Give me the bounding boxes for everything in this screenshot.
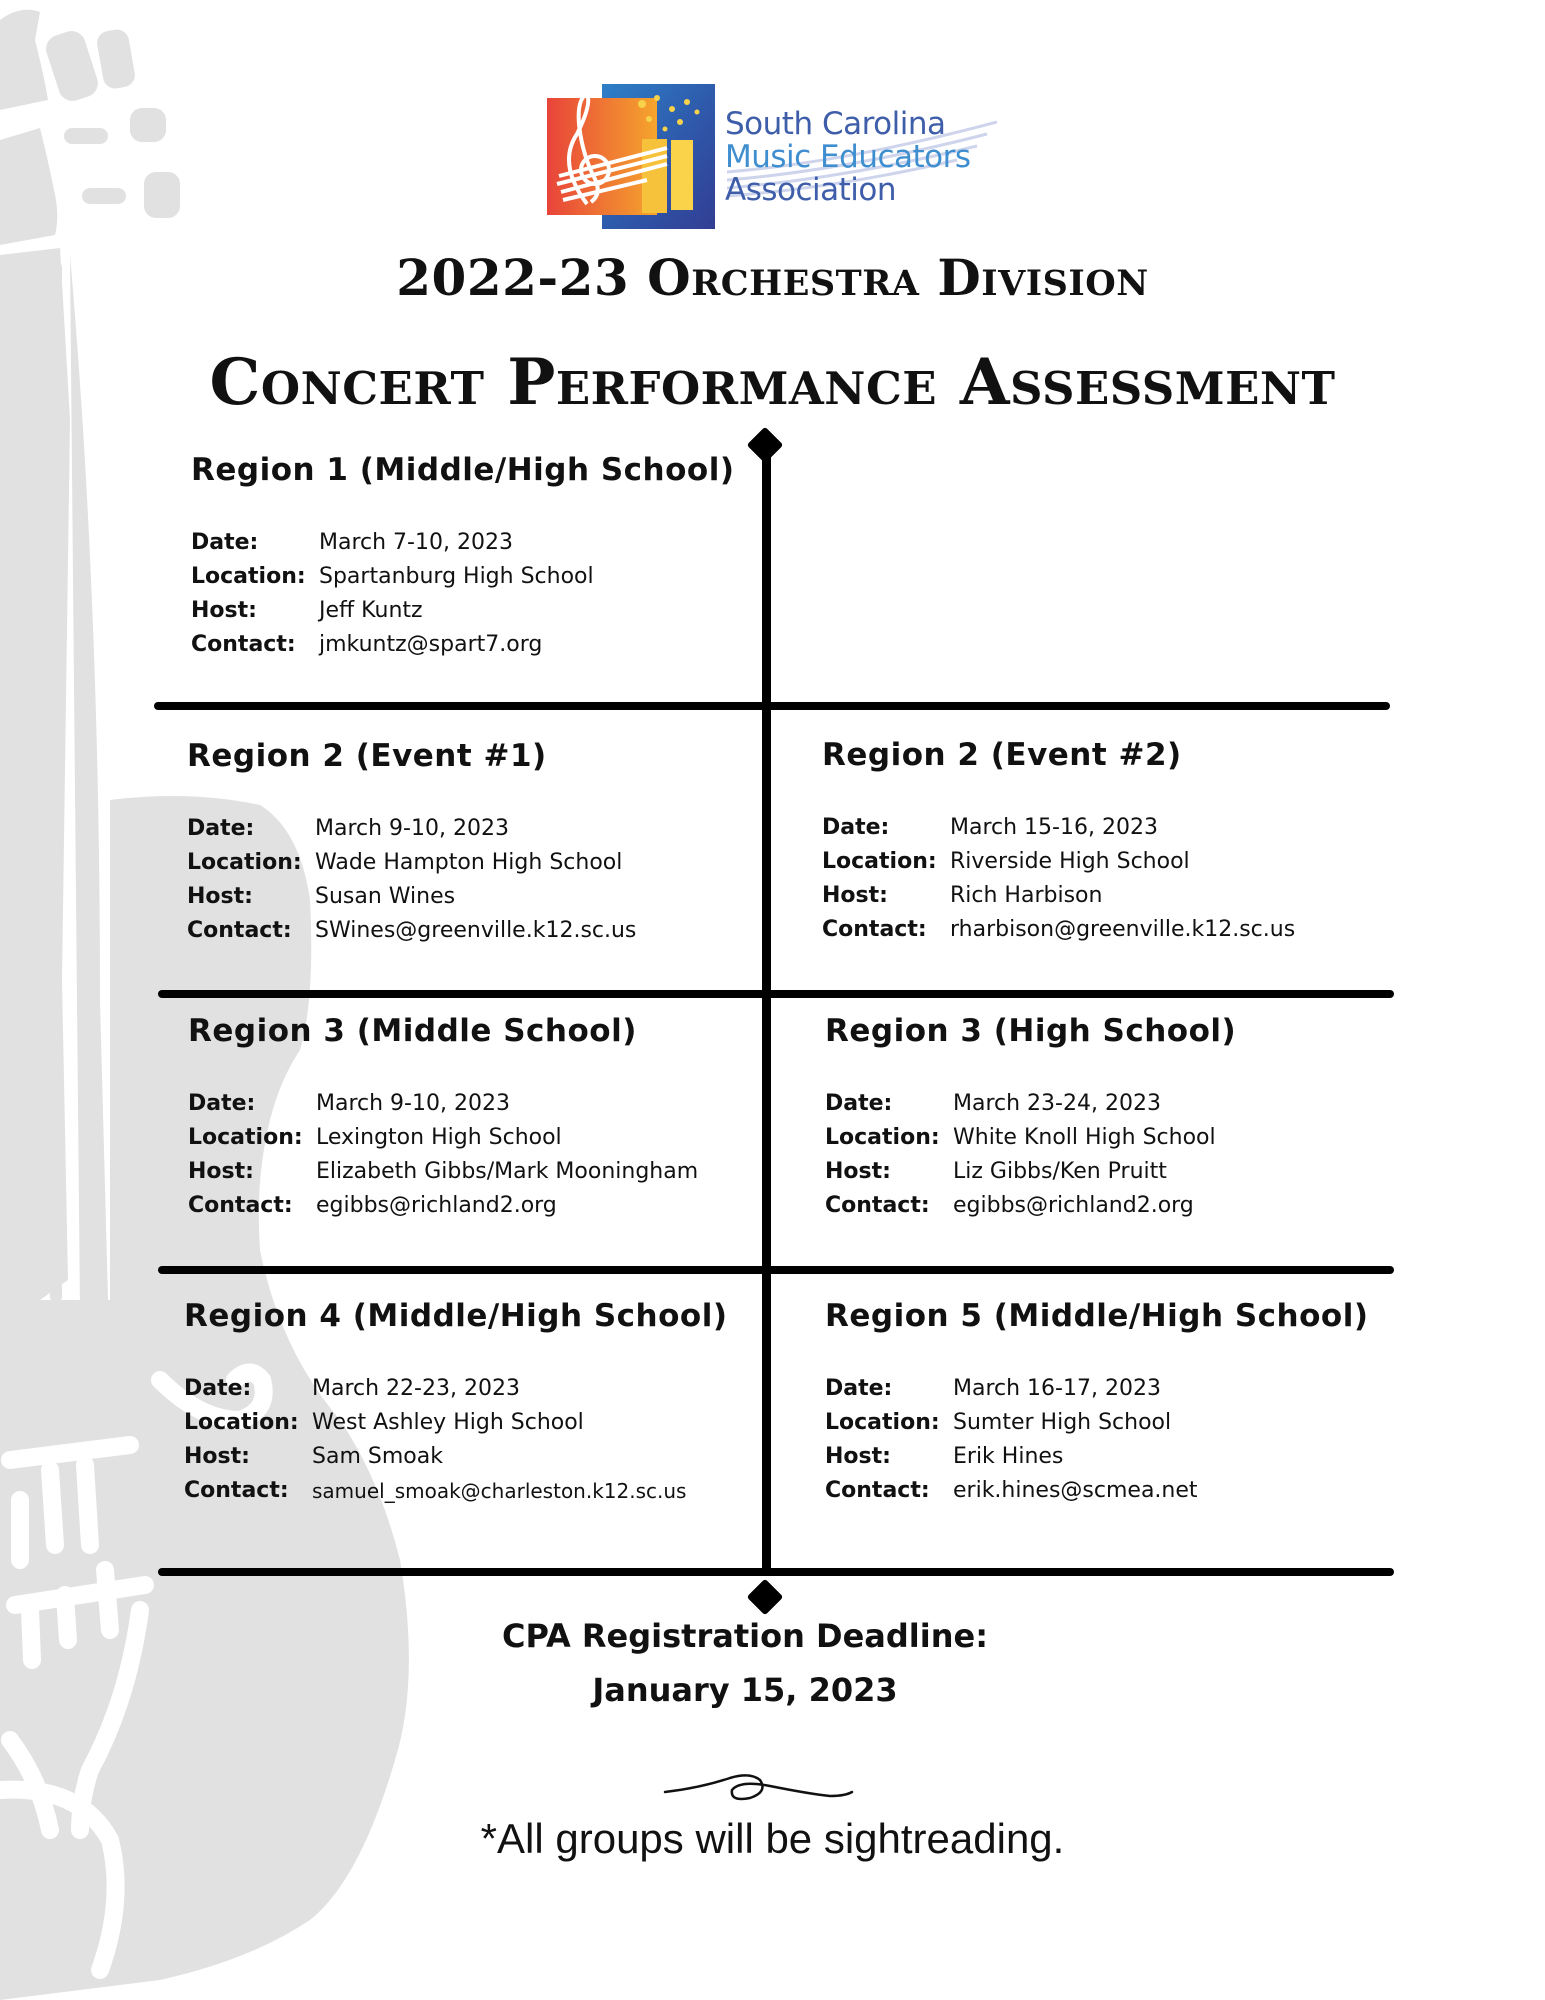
contact-row: [188, 1189, 698, 1223]
contact-email-link[interactable]: egibbs@richland2.org: [316, 1193, 557, 1218]
logo-line-1: South Carolina: [725, 106, 946, 142]
host-value: Sam Smoak: [312, 1444, 443, 1469]
date-value: March 9-10, 2023: [316, 1091, 510, 1116]
contact-row: [184, 1474, 728, 1508]
date-row: [188, 1087, 698, 1121]
host-value: Jeff Kuntz: [319, 598, 423, 623]
location-row: [188, 1121, 698, 1155]
location-label: Location:: [825, 1410, 940, 1435]
date-row: [825, 1087, 1236, 1121]
contact-label: Contact:: [825, 1193, 930, 1218]
vertical-divider: [762, 440, 771, 1570]
date-row: [187, 812, 636, 846]
contact-label: Contact:: [822, 917, 927, 942]
region-card: [825, 1298, 1369, 1508]
host-value: Susan Wines: [315, 884, 456, 909]
page-title: Concert Performance Assessment: [209, 345, 1336, 420]
deadline-date: January 15, 2023: [592, 1671, 898, 1709]
date-label: Date:: [188, 1091, 256, 1116]
contact-email-link[interactable]: SWines@greenville.k12.sc.us: [315, 918, 637, 943]
host-row: [822, 879, 1295, 913]
date-value: March 23-24, 2023: [953, 1091, 1161, 1116]
division-title: 2022-23 Orchestra Division: [396, 248, 1149, 307]
host-row: [184, 1440, 728, 1474]
date-label: Date:: [187, 816, 255, 841]
location-row: [822, 845, 1295, 879]
date-row: [825, 1372, 1369, 1406]
contact-row: [822, 913, 1295, 947]
region-title: Region 2 (Event #2): [822, 737, 1182, 773]
contact-row: [187, 914, 636, 948]
deadline-label: CPA Registration Deadline:: [502, 1617, 988, 1655]
date-value: March 15-16, 2023: [950, 815, 1158, 840]
contact-email-link[interactable]: rharbison@greenville.k12.sc.us: [950, 917, 1296, 942]
region-card: [825, 1013, 1236, 1223]
date-row: [191, 526, 735, 560]
sightreading-note: *All groups will be sightreading.: [480, 1815, 1065, 1862]
contact-label: Contact:: [187, 918, 292, 943]
logo-line-2: Music Educators: [725, 139, 971, 175]
diamond-top-icon: [747, 427, 784, 464]
date-value: March 22-23, 2023: [312, 1376, 520, 1401]
host-label: Host:: [191, 598, 257, 623]
region-title: Region 3 (Middle School): [188, 1013, 637, 1049]
location-label: Location:: [184, 1410, 299, 1435]
region-title: Region 2 (Event #1): [187, 738, 547, 774]
region-title: Region 1 (Middle/High School): [191, 452, 735, 488]
host-label: Host:: [188, 1159, 254, 1184]
contact-email-link[interactable]: egibbs@richland2.org: [953, 1193, 1194, 1218]
host-row: [825, 1440, 1369, 1474]
contact-row: [825, 1189, 1236, 1223]
host-value: Elizabeth Gibbs/Mark Mooningham: [316, 1159, 699, 1184]
location-label: Location:: [191, 564, 306, 589]
region-card: [187, 738, 636, 948]
location-row: [191, 560, 735, 594]
host-value: Erik Hines: [953, 1444, 1064, 1469]
scmea-logo: [547, 84, 997, 229]
date-value: March 9-10, 2023: [315, 816, 509, 841]
location-value: White Knoll High School: [953, 1125, 1216, 1150]
contact-email-link[interactable]: jmkuntz@spart7.org: [319, 632, 543, 657]
date-label: Date:: [825, 1376, 893, 1401]
region-card: [191, 452, 735, 662]
location-row: [825, 1121, 1236, 1155]
location-row: [825, 1406, 1369, 1440]
host-value: Rich Harbison: [950, 883, 1103, 908]
host-value: Liz Gibbs/Ken Pruitt: [953, 1159, 1167, 1184]
contact-email-link[interactable]: erik.hines@scmea.net: [953, 1478, 1198, 1503]
region-title: Region 4 (Middle/High School): [184, 1298, 728, 1334]
host-row: [187, 880, 636, 914]
contact-label: Contact:: [184, 1478, 289, 1503]
location-value: West Ashley High School: [312, 1410, 584, 1435]
logo-mark-icon: [547, 84, 715, 229]
logo-line-3: Association: [725, 172, 897, 208]
date-label: Date:: [825, 1091, 893, 1116]
host-row: [188, 1155, 698, 1189]
host-label: Host:: [187, 884, 253, 909]
host-row: [825, 1155, 1236, 1189]
contact-email-link[interactable]: samuel_smoak@charleston.k12.sc.us: [312, 1479, 687, 1503]
flourish-divider-icon: [660, 1770, 860, 1810]
region-title: Region 3 (High School): [825, 1013, 1237, 1049]
host-label: Host:: [825, 1444, 891, 1469]
location-label: Location:: [187, 850, 302, 875]
region-card: [822, 737, 1295, 947]
host-label: Host:: [184, 1444, 250, 1469]
location-row: [184, 1406, 728, 1440]
location-value: Riverside High School: [950, 849, 1190, 874]
location-row: [187, 846, 636, 880]
location-label: Location:: [188, 1125, 303, 1150]
date-row: [184, 1372, 728, 1406]
contact-row: [191, 628, 735, 662]
region-card: [188, 1013, 698, 1223]
location-label: Location:: [822, 849, 937, 874]
date-label: Date:: [822, 815, 890, 840]
location-label: Location:: [825, 1125, 940, 1150]
date-value: March 7-10, 2023: [319, 530, 513, 555]
host-label: Host:: [822, 883, 888, 908]
contact-label: Contact:: [191, 632, 296, 657]
contact-label: Contact:: [188, 1193, 293, 1218]
date-label: Date:: [191, 530, 259, 555]
location-value: Wade Hampton High School: [315, 850, 623, 875]
host-label: Host:: [825, 1159, 891, 1184]
location-value: Spartanburg High School: [319, 564, 594, 589]
location-value: Lexington High School: [316, 1125, 562, 1150]
location-value: Sumter High School: [953, 1410, 1172, 1435]
date-row: [822, 811, 1295, 845]
logo-text: [725, 108, 971, 207]
date-label: Date:: [184, 1376, 252, 1401]
contact-label: Contact:: [825, 1478, 930, 1503]
region-card: [184, 1298, 728, 1508]
region-title: Region 5 (Middle/High School): [825, 1298, 1369, 1334]
contact-row: [825, 1474, 1369, 1508]
date-value: March 16-17, 2023: [953, 1376, 1161, 1401]
host-row: [191, 594, 735, 628]
